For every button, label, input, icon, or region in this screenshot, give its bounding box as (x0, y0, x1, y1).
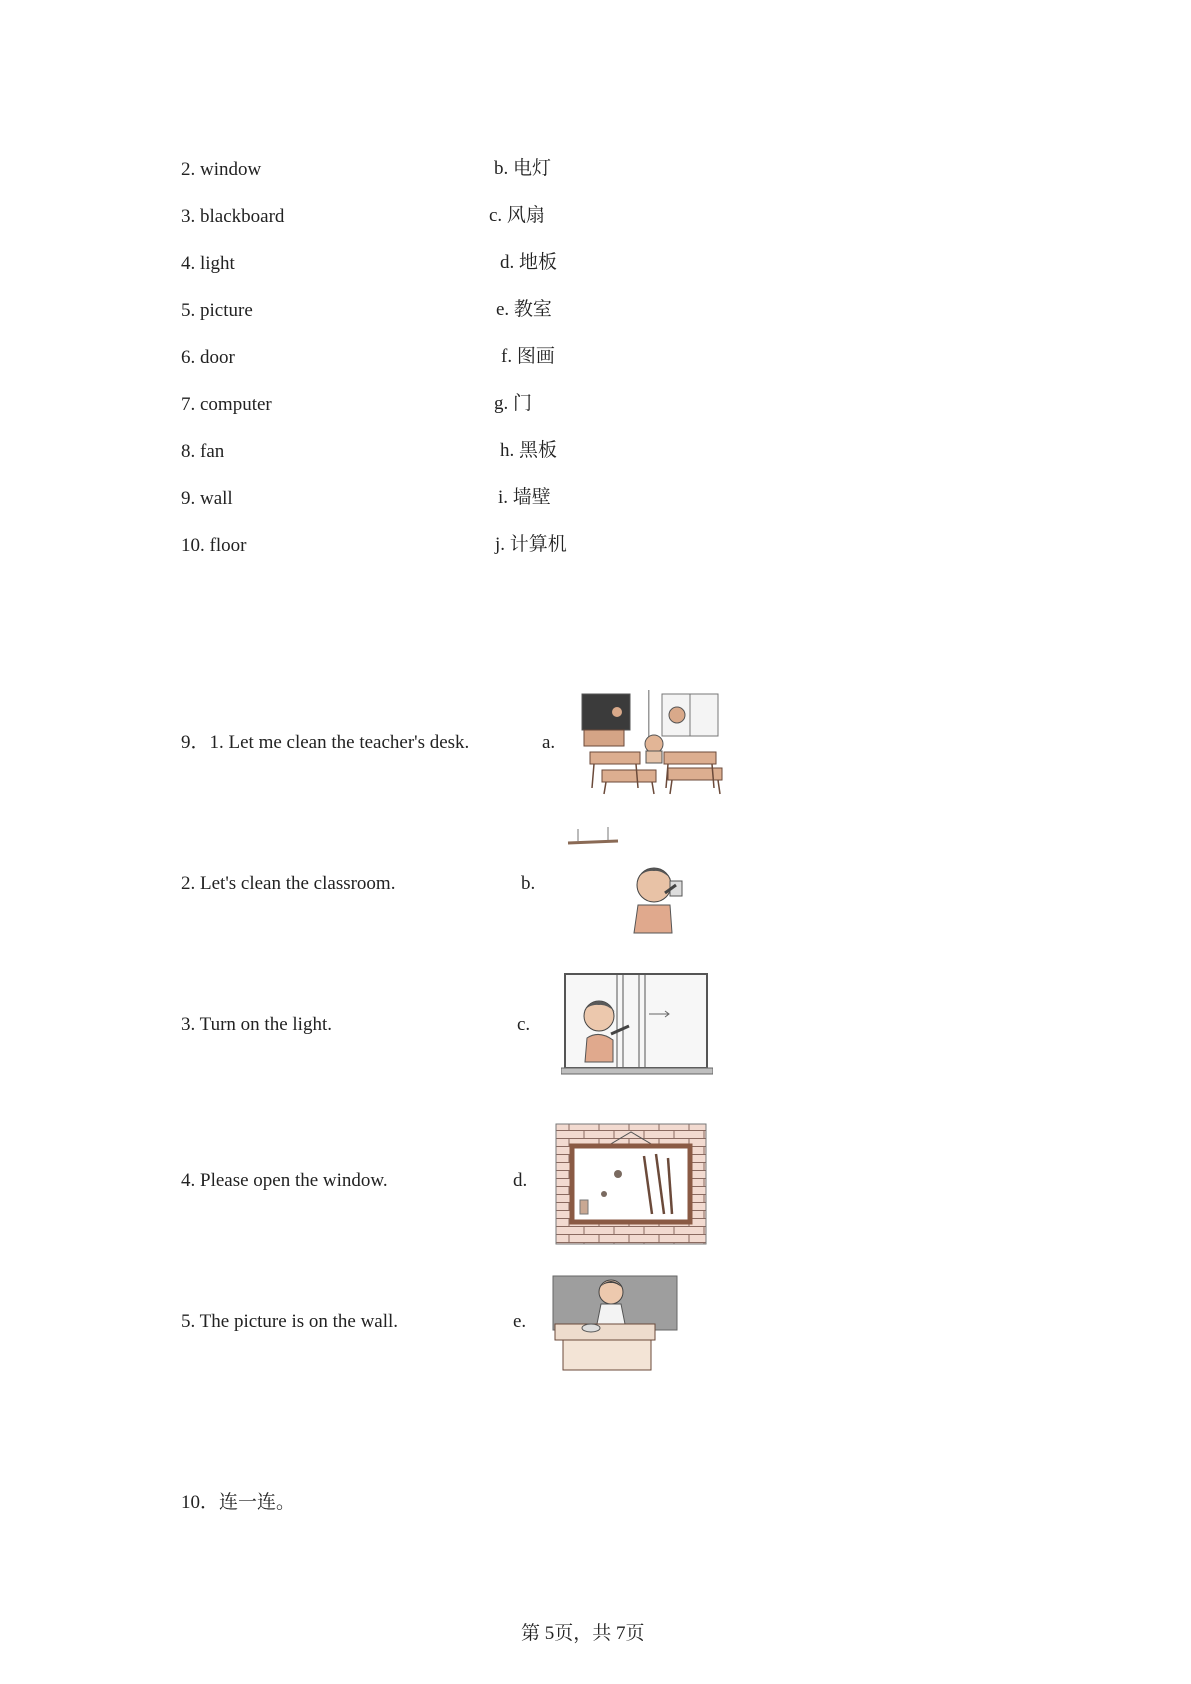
q9-letter-a: a. (542, 732, 556, 753)
q9-letter-b: b. (521, 873, 536, 894)
classroom-scene-picture (576, 688, 726, 796)
picture-on-brick-wall-picture (554, 1122, 708, 1246)
match-zh-1: b. 电灯 (494, 158, 552, 179)
match-en-4: 5. picture (181, 300, 253, 321)
boy-turning-on-light-picture (566, 825, 686, 935)
match-zh-6: g. 门 (494, 393, 533, 414)
q9-sentence-4: 4. Please open the window. (181, 1170, 388, 1191)
match-en-8: 9. wall (181, 488, 233, 509)
q9-sentence-1: 9．1. Let me clean the teacher's desk. (181, 732, 470, 753)
match-zh-4: e. 教室 (496, 299, 552, 320)
match-en-3: 4. light (181, 253, 235, 274)
q9-sentence-2: 2. Let's clean the classroom. (181, 873, 396, 894)
match-zh-5: f. 图画 (501, 346, 555, 367)
girl-opening-window-picture (561, 972, 713, 1078)
match-zh-8: i. 墙壁 (498, 487, 551, 508)
match-zh-3: d. 地板 (500, 252, 558, 273)
q9-letter-e: e. (513, 1311, 527, 1332)
match-en-2: 3. blackboard (181, 206, 285, 227)
match-en-7: 8. fan (181, 441, 225, 462)
boy-cleaning-desk-picture (549, 1272, 681, 1374)
q9-sentence-5: 5. The picture is on the wall. (181, 1311, 399, 1332)
q9-letter-c: c. (517, 1014, 531, 1035)
question-10-label: 10．连一连。 (181, 1492, 296, 1513)
match-en-1: 2. window (181, 159, 262, 180)
q9-sentence-3: 3. Turn on the light. (181, 1014, 332, 1035)
match-zh-9: j. 计算机 (495, 534, 567, 555)
match-zh-7: h. 黑板 (500, 440, 558, 461)
match-en-6: 7. computer (181, 394, 272, 415)
page-footer: 第 5页，共 7页 (521, 1623, 645, 1644)
match-zh-2: c. 风扇 (489, 205, 545, 226)
q9-letter-d: d. (513, 1170, 528, 1191)
match-en-9: 10. floor (181, 535, 247, 556)
match-en-5: 6. door (181, 347, 235, 368)
